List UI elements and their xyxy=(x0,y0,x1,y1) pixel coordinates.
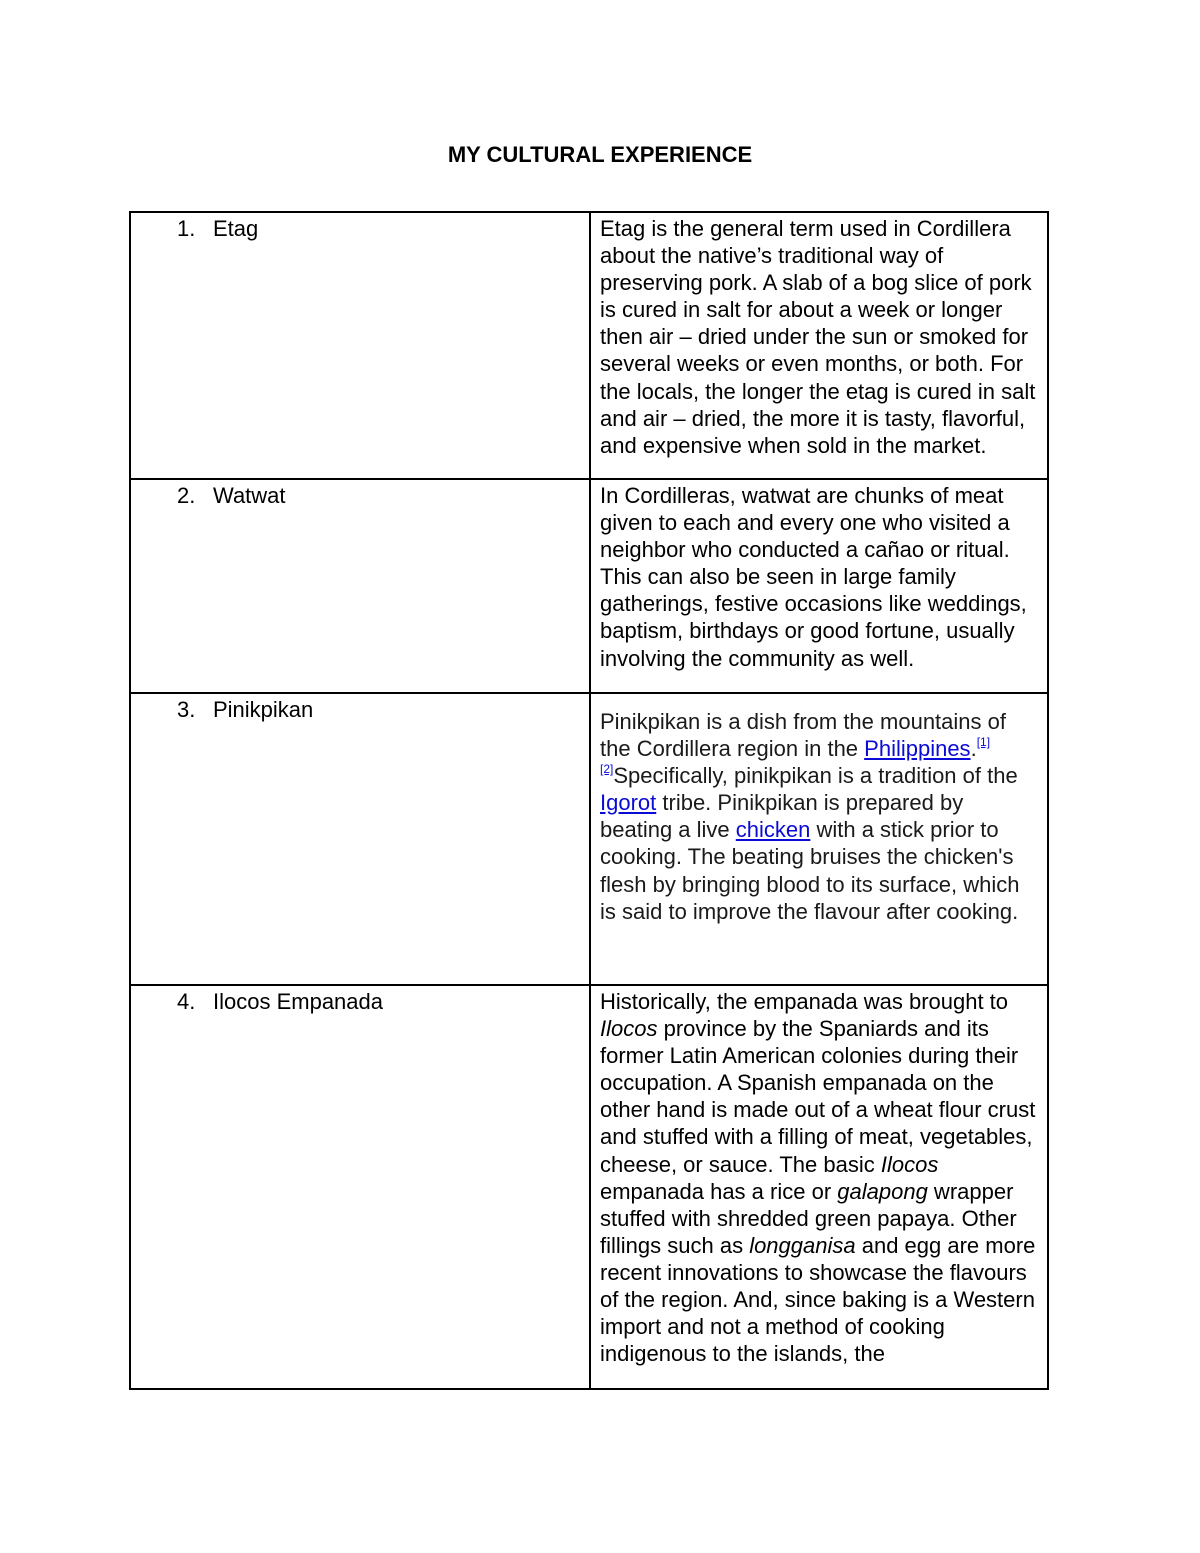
reference-2-link[interactable]: [2] xyxy=(600,762,614,777)
desc-italic: Ilocos xyxy=(880,1151,939,1177)
item-description-cell xyxy=(590,479,1048,693)
desc-text: with a stick prior to cooking. The beating bruises the chicken's flesh by bringing blood to its surface, which is said to improve the flavour after cooking. xyxy=(600,817,1020,924)
item-description xyxy=(591,694,1047,925)
desc-text: province by the Spaniards and its former Latin American colonies during their occupation. A Spanish empanada on the other hand is made out of a wheat flour crust and stuffed with a filling of meat, vegetables, cheese, or sauce. The basic xyxy=(600,1016,1036,1177)
item-name-cell xyxy=(130,479,590,693)
item-description xyxy=(591,986,1047,1367)
desc-text: Pinikpikan is a dish from the mountains of the Cordillera region in the xyxy=(600,709,1006,762)
table-row xyxy=(130,479,1048,693)
chicken-link[interactable]: chicken xyxy=(735,817,811,843)
item-name: Ilocos Empanada xyxy=(213,989,383,1014)
desc-text: Historically, the empanada was brought to xyxy=(600,989,1009,1014)
philippines-link[interactable]: Philippines xyxy=(864,736,971,762)
desc-italic: longganisa xyxy=(749,1232,856,1258)
desc-text: wrapper stuffed with shredded green papaya. Other fillings such as xyxy=(600,1178,1017,1258)
cultural-experience-table xyxy=(129,211,1049,1390)
desc-text: tribe. Pinikpikan is prepared by beating a live xyxy=(600,790,964,843)
item-name-cell xyxy=(130,985,590,1389)
item-number: 3. xyxy=(177,697,196,722)
desc-text: empanada has a rice or xyxy=(600,1178,838,1204)
desc-text: . xyxy=(970,736,977,762)
page-title: MY CULTURAL EXPERIENCE xyxy=(447,142,753,167)
item-name: Etag xyxy=(213,216,259,241)
item-name: Watwat xyxy=(213,483,286,508)
item-description-cell xyxy=(590,212,1048,479)
item-name-cell xyxy=(130,212,590,479)
desc-text: Specifically, pinikpikan is a tradition of the xyxy=(613,763,1018,789)
item-number: 4. xyxy=(177,989,196,1014)
item-name: Pinikpikan xyxy=(213,697,314,722)
item-description-cell xyxy=(590,985,1048,1389)
item-description: Etag is the general term used in Cordillera about the native’s traditional way of preserving pork. A slab of a bog slice of pork is cured in salt for about a week or longer then air – dried under the sun or smoked for several weeks or even months, or both. For the locals, the longer the etag is cured in salt and air – dried, the more it is tasty, flavorful, and expensive when sold in the market. xyxy=(600,216,1036,458)
item-name-cell xyxy=(130,693,590,985)
item-number: 1. xyxy=(177,216,196,241)
item-description: In Cordilleras, watwat are chunks of meat given to each and every one who visited a neighbor who conducted a cañao or ritual. This can also be seen in large family gatherings, festive occasions like weddings, baptism, birthdays or good fortune, usually involving the community as well. xyxy=(600,483,1027,671)
desc-text: and egg are more recent innovations to showcase the flavours of the region. And, since baking is a Western import and not a method of cooking indigenous to the islands, the xyxy=(600,1232,1036,1367)
table-row xyxy=(130,693,1048,985)
table-row xyxy=(130,212,1048,479)
item-number: 2. xyxy=(177,483,196,508)
igorot-link[interactable]: Igorot xyxy=(600,790,657,816)
desc-italic: Ilocos xyxy=(600,1016,658,1042)
reference-1-link[interactable]: [1] xyxy=(976,735,991,750)
table-row xyxy=(130,985,1048,1389)
item-description-cell xyxy=(590,693,1048,985)
desc-italic: galapong xyxy=(837,1178,928,1204)
